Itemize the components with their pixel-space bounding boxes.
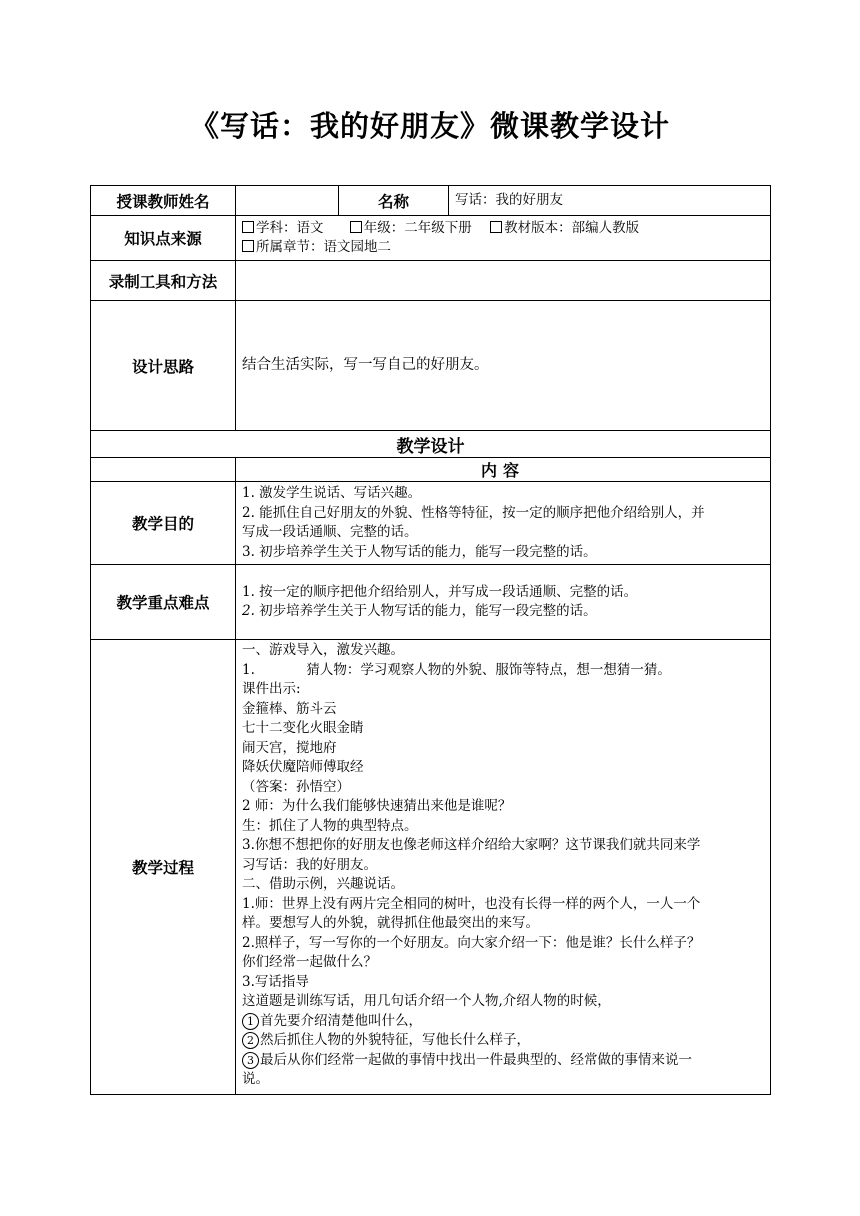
- checkbox-icon: [350, 221, 362, 233]
- step-text: 最后从你们经常一起做的事情中找出一件最典型的、经常做的事情来说一: [260, 1051, 692, 1068]
- process-line: 七十二变化火眼金睛: [242, 720, 364, 736]
- name-label: 名称: [339, 186, 449, 216]
- key-point-number: 2.: [242, 603, 255, 619]
- key-points-label: 教学重点难点: [91, 565, 236, 640]
- goals-value: [236, 482, 771, 565]
- design-idea-row: [91, 301, 771, 431]
- process-label: 教学过程: [91, 640, 236, 1095]
- process-line: 习写话：我的好朋友。: [242, 856, 377, 873]
- process-line: 这道题是训练写话，用几句话介绍一个人物,介绍人物的时候，: [242, 993, 611, 1009]
- goal-line: 1. 激发学生说话、写话兴趣。: [242, 485, 422, 501]
- step-text: 首先要介绍清楚他叫什么，: [260, 1012, 422, 1029]
- content-header: 内容: [236, 458, 771, 482]
- key-point-line: 1. 按一定的顺序把他介绍给别人，并写成一段话通顺、完整的话。: [242, 583, 638, 600]
- process-value: [236, 640, 771, 1095]
- teacher-value: [236, 186, 339, 216]
- checkbox-icon: [242, 240, 254, 252]
- process-line: 课件出示:: [242, 681, 301, 697]
- process-line: （答案：孙悟空）: [242, 778, 350, 795]
- process-line: 1. 猜人物：学习观察人物的外貌、服饰等特点，想一想猜一猜。: [242, 661, 671, 678]
- lesson-design-table: [90, 185, 771, 1095]
- source-label: 知识点来源: [91, 216, 236, 261]
- process-step: [242, 1012, 764, 1032]
- circled-number: 1: [242, 1013, 259, 1030]
- teacher-row: [91, 186, 771, 216]
- teacher-label: 授课教师姓名: [91, 186, 236, 216]
- key-points-row: [91, 565, 771, 640]
- section-row: [91, 431, 771, 458]
- process-line: 2.照样子，写一写你的一个好朋友。向大家介绍一下：他是谁？长什么样子？: [242, 934, 701, 951]
- process-line: 3.写话指导: [242, 973, 309, 990]
- circled-number: 2: [242, 1032, 259, 1049]
- name-value: 写话：我的好朋友: [449, 186, 771, 216]
- process-line: 样。要想写人的外貌，就得抓住他最突出的来写。: [242, 915, 539, 931]
- process-line: 一、游戏导入，激发兴趣。: [242, 642, 404, 658]
- source-row: [91, 216, 771, 261]
- design-idea-label: 设计思路: [91, 301, 236, 431]
- grade-text: 年级：二年级下册: [363, 220, 472, 236]
- process-line: 降妖伏魔陪师傅取经: [242, 759, 364, 775]
- goals-label: 教学目的: [91, 482, 236, 565]
- process-line: 二、借助示例，兴趣说话。: [242, 876, 404, 892]
- process-line: 金箍棒、筋斗云: [242, 700, 337, 717]
- checkbox-icon: [242, 221, 254, 233]
- process-line: 生：抓住了人物的典型特点。: [242, 817, 418, 834]
- content-header-row: [91, 458, 771, 482]
- edition-text: 教材版本：部编人教版: [504, 220, 640, 236]
- process-line: 3.你想不想把你的好朋友也像老师这样介绍给大家啊？这节课我们就共同来学: [242, 837, 701, 853]
- step-text: 然后抓住人物的外貌特征，写他长什么样子，: [260, 1032, 530, 1048]
- process-line: 2 师：为什么我们能够快速猜出来他是谁呢？: [242, 798, 512, 814]
- process-line: 1.师：世界上没有两片完全相同的树叶，也没有长得一样的两个人，一人一个: [242, 895, 701, 912]
- subject-text: 学科：语文: [256, 220, 324, 236]
- process-row: [91, 640, 771, 1095]
- process-line: 你们经常一起做什么？: [242, 954, 377, 970]
- key-point-text: 初步培养学生关于人物写话的能力，能写一段完整的话。: [254, 603, 597, 619]
- chapter-text: 所属章节：语文园地二: [256, 239, 391, 255]
- circled-number: 3: [242, 1052, 259, 1069]
- process-step: [242, 1051, 764, 1071]
- process-step: [242, 1031, 764, 1051]
- process-line: 说。: [242, 1071, 269, 1087]
- goal-line: 2. 能抓住自己好朋友的外貌、性格等特征，按一定的顺序把他介绍给别人，并: [242, 504, 705, 521]
- goal-line: 写成一段话通顺、完整的话。: [242, 524, 418, 540]
- goals-row: [91, 482, 771, 565]
- design-idea-value: 结合生活实际，写一写自己的好朋友。: [236, 301, 771, 431]
- checkbox-icon: [490, 221, 502, 233]
- source-value: [236, 216, 771, 261]
- goal-line: 3. 初步培养学生关于人物写话的能力，能写一段完整的话。: [242, 543, 597, 560]
- tools-label: 录制工具和方法: [91, 261, 236, 301]
- tools-row: [91, 261, 771, 301]
- key-points-value: [236, 565, 771, 640]
- blank-cell: [91, 458, 236, 482]
- key-point-line: [242, 602, 764, 622]
- document-title: 《写话：我的好朋友》微课教学设计: [189, 109, 670, 143]
- process-line: 闹天宫，搅地府: [242, 739, 337, 756]
- section-title: 教学设计: [91, 431, 771, 458]
- tools-value: [236, 261, 771, 301]
